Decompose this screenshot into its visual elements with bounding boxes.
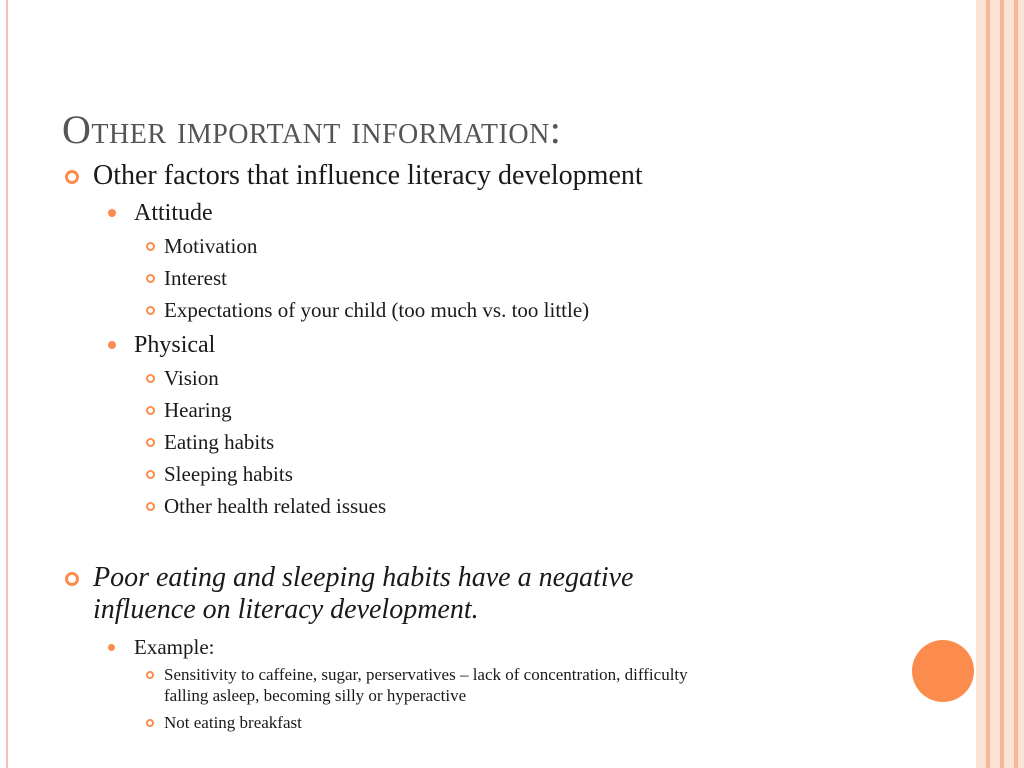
bullet-level3: Sleeping habits <box>164 462 293 486</box>
bullet-level2: Physical <box>134 332 216 358</box>
ring-bullet-icon <box>146 306 155 315</box>
ring-bullet-icon <box>65 170 79 184</box>
stripe <box>990 0 1000 768</box>
bullet-level3: Not eating breakfast <box>164 713 302 732</box>
bullet-level1-line1: Poor eating and sleeping habits have a negative <box>93 562 634 593</box>
ring-bullet-icon <box>146 470 155 479</box>
bullet-level3: Expectations of your child (too much vs. too little) <box>164 298 590 322</box>
bullet-level1-line2: influence on literacy development. <box>93 594 479 625</box>
ring-bullet-icon <box>146 671 154 679</box>
ring-bullet-icon <box>146 374 155 383</box>
dot-bullet-icon <box>108 209 116 217</box>
ring-bullet-icon <box>146 274 155 283</box>
bullet-level2: Attitude <box>134 200 213 226</box>
decorative-circle <box>912 640 974 702</box>
dot-bullet-icon <box>108 644 115 651</box>
stripe <box>976 0 986 768</box>
ring-bullet-icon <box>146 242 155 251</box>
ring-bullet-icon <box>146 719 154 727</box>
stripe <box>1004 0 1014 768</box>
ring-bullet-icon <box>146 438 155 447</box>
bullet-level3-line1: Sensitivity to caffeine, sugar, perservatives – lack of concentration, difficulty <box>164 665 688 684</box>
bullet-level3-line2: falling asleep, becoming silly or hyperactive <box>164 686 467 705</box>
bullet-level3: Eating habits <box>164 430 275 454</box>
slide-title: Other important information: <box>62 107 562 152</box>
bullet-level1: Other factors that influence literacy development <box>93 160 643 191</box>
ring-bullet-icon <box>146 502 155 511</box>
decorative-stripes <box>976 0 1024 768</box>
bullet-level3: Hearing <box>164 398 232 422</box>
ring-bullet-icon <box>146 406 155 415</box>
bullet-level3: Other health related issues <box>164 494 387 518</box>
ring-bullet-icon <box>65 572 79 586</box>
bullet-level3: Vision <box>164 366 219 390</box>
stripe <box>1018 0 1024 768</box>
bullet-level3: Interest <box>164 266 227 290</box>
bullet-level3: Motivation <box>164 234 258 258</box>
bullet-level2: Example: <box>134 635 215 659</box>
dot-bullet-icon <box>108 341 116 349</box>
